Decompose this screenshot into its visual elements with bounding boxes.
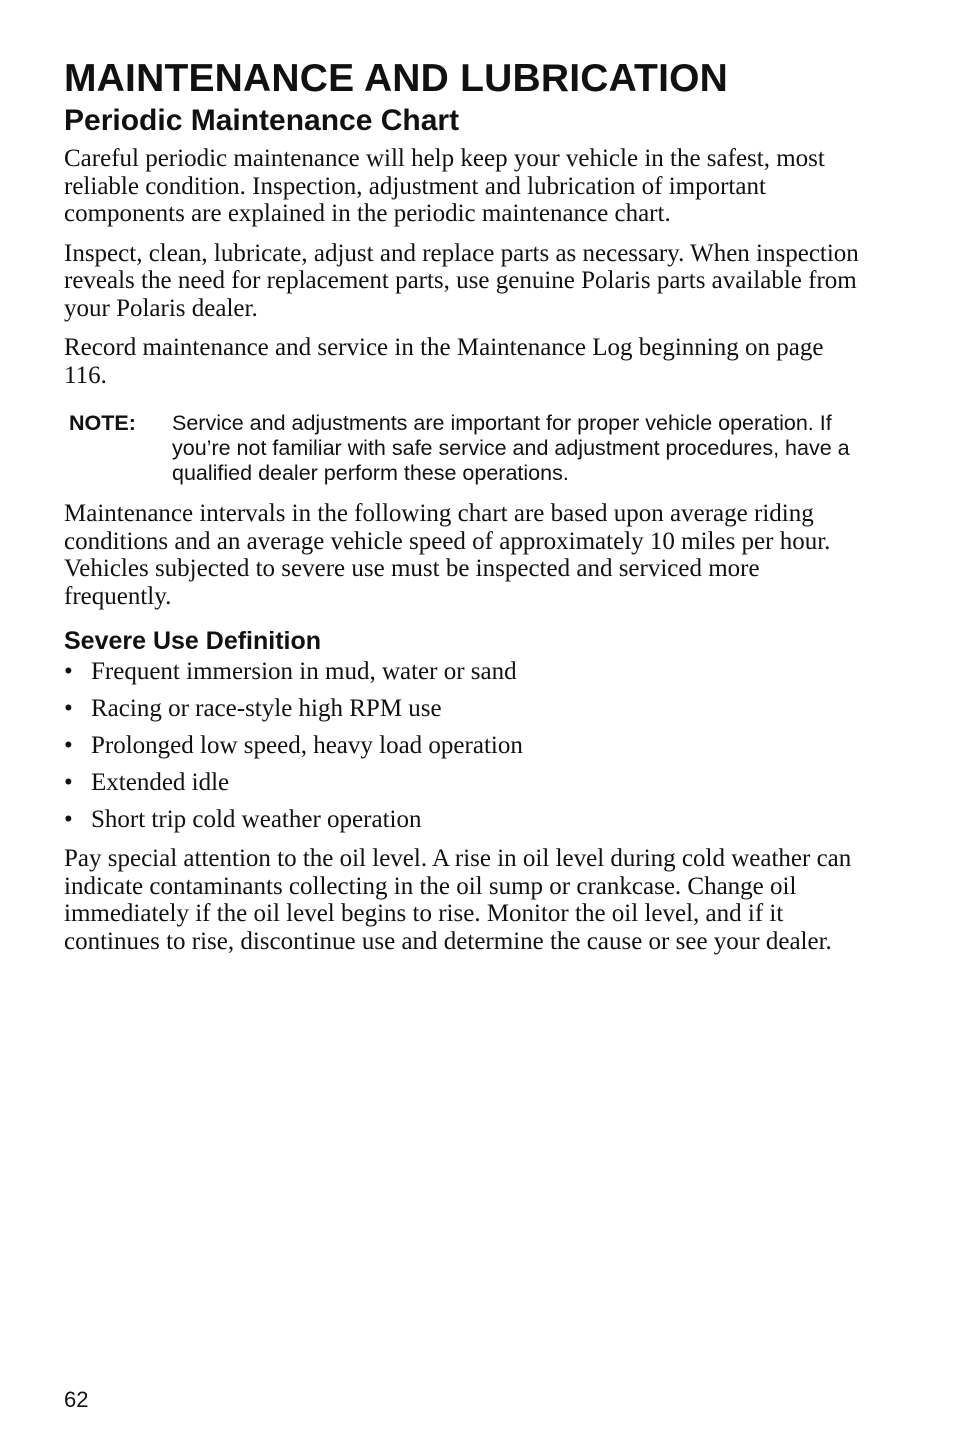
list-item-text: Racing or race-style high RPM use: [91, 695, 442, 722]
bullet-icon: •: [64, 658, 73, 685]
intro-paragraph-1: Careful periodic maintenance will help keep your vehicle in the safest, most reliable condition. Inspection, adjustment and lubrication of important components are explained in the periodic maintenance chart.: [64, 145, 825, 227]
note-block: [64, 411, 864, 486]
bullet-icon: •: [64, 769, 73, 796]
bullet-icon: •: [64, 806, 73, 833]
list-item-text: Extended idle: [91, 769, 230, 796]
intro-paragraph-3: Record maintenance and service in the Maintenance Log beginning on page 116.: [64, 334, 824, 389]
list-item: [64, 769, 864, 796]
oil-level-paragraph: Pay special attention to the oil level. A rise in oil level during cold weather can indicate contaminants collecting in the oil sump or crankcase. Change oil immediately if the oil level begins to rise. Monitor the oil level, and if it continues to rise, discontinue use and determine the cause or see your dealer.: [64, 845, 852, 955]
list-item: [64, 732, 864, 759]
severe-use-list: [64, 658, 864, 833]
note-text: Service and adjustments are important for proper vehicle operation. If you’re not familiar with safe service and adjustment procedures, have a qualified dealer perform these operations.: [172, 411, 850, 485]
list-item-text: Short trip cold weather operation: [91, 806, 422, 833]
bullet-icon: •: [64, 732, 73, 759]
page-title: MAINTENANCE AND LUBRICATION: [64, 57, 729, 100]
note-label: NOTE:: [69, 411, 136, 435]
list-item-text: Frequent immersion in mud, water or sand: [91, 658, 517, 685]
severe-use-heading: Severe Use Definition: [64, 627, 322, 655]
list-item-text: Prolonged low speed, heavy load operation: [91, 732, 523, 759]
list-item: [64, 806, 864, 833]
section-title: Periodic Maintenance Chart: [64, 104, 460, 137]
list-item: [64, 695, 864, 722]
page-number: 62: [64, 1387, 89, 1412]
intro-paragraph-2: Inspect, clean, lubricate, adjust and replace parts as necessary. When inspection reveals the need for replacement parts, use genuine Polaris parts available from your Polaris dealer.: [64, 239, 859, 322]
list-item: [64, 658, 864, 685]
bullet-icon: •: [64, 695, 73, 722]
manual-page: [64, 56, 864, 967]
intervals-paragraph: Maintenance intervals in the following chart are based upon average riding conditions and an average vehicle speed of approximately 10 miles per hour. Vehicles subjected to severe use must be inspected and serviced more frequently.: [64, 500, 831, 610]
